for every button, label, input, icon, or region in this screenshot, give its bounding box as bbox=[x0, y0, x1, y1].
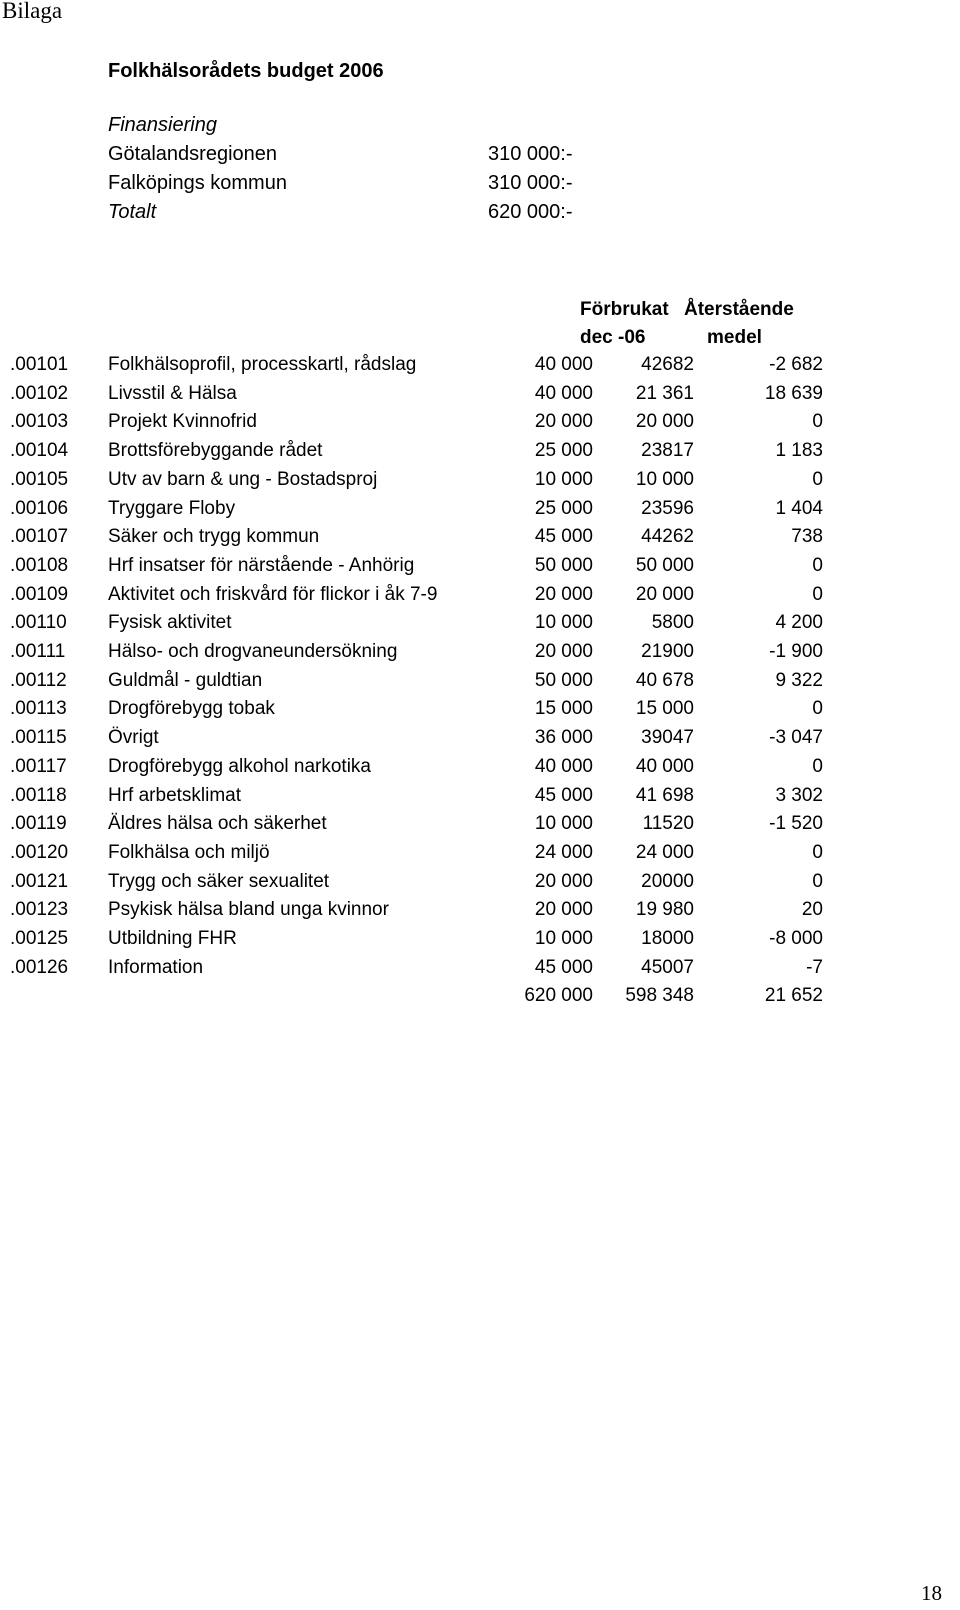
table-row bbox=[0, 383, 960, 412]
row-remaining: -1 520 bbox=[769, 813, 823, 835]
table-row bbox=[0, 698, 960, 727]
row-spent: 5800 bbox=[651, 612, 694, 634]
row-spent: 42682 bbox=[641, 354, 694, 375]
row-name: Projekt Kvinnofrid bbox=[108, 411, 257, 433]
row-name: Folkhälsa och miljö bbox=[108, 841, 270, 863]
row-remaining: 20 bbox=[801, 899, 823, 921]
row-budget: 45 000 bbox=[534, 784, 593, 806]
financing-source-label: Falköpings kommun bbox=[108, 172, 287, 194]
row-spent: 18000 bbox=[641, 928, 694, 949]
row-budget: 10 000 bbox=[534, 928, 593, 949]
page-header-label: Bilaga bbox=[2, 0, 63, 23]
row-name: Trygg och säker sexualitet bbox=[108, 870, 330, 892]
row-name: Tryggare Floby bbox=[108, 497, 236, 519]
row-code: .00118 bbox=[10, 784, 67, 806]
row-code: .00112 bbox=[10, 669, 67, 691]
row-remaining: -7 bbox=[806, 956, 823, 978]
row-spent: 10 000 bbox=[635, 468, 694, 490]
table-row bbox=[0, 440, 960, 469]
row-code: .00111 bbox=[10, 641, 66, 662]
table-row bbox=[0, 498, 960, 527]
row-remaining: 0 bbox=[812, 554, 823, 576]
row-remaining: 9 322 bbox=[775, 669, 823, 691]
row-spent: 24 000 bbox=[635, 841, 694, 863]
row-code: .00117 bbox=[10, 755, 67, 777]
row-name: Guldmål - guldtian bbox=[108, 669, 263, 691]
row-budget: 20 000 bbox=[534, 641, 593, 662]
row-remaining: -1 900 bbox=[769, 641, 823, 662]
table-row bbox=[0, 813, 960, 842]
financing-source-amount: 310 000:- bbox=[488, 172, 573, 194]
row-name: Fysisk aktivitet bbox=[108, 612, 232, 634]
row-remaining: 0 bbox=[812, 755, 823, 777]
total-budget: 620 000 bbox=[524, 985, 593, 1006]
row-name: Drogförebygg tobak bbox=[108, 698, 275, 720]
table-row bbox=[0, 785, 960, 814]
row-code: .00102 bbox=[10, 382, 69, 404]
row-budget: 20 000 bbox=[534, 899, 593, 921]
row-code: .00119 bbox=[10, 813, 67, 835]
table-row bbox=[0, 871, 960, 900]
row-spent: 20000 bbox=[641, 870, 694, 892]
row-remaining: 0 bbox=[812, 841, 823, 863]
column-header-remaining-line2: medel bbox=[707, 327, 762, 348]
row-code: .00115 bbox=[10, 727, 67, 749]
row-code: .00106 bbox=[10, 497, 69, 519]
row-name: Information bbox=[108, 956, 204, 978]
row-name: Folkhälsoprofil, processkartl, rådslag bbox=[108, 354, 417, 375]
row-remaining: 0 bbox=[812, 411, 823, 433]
row-name: Äldres hälsa och säkerhet bbox=[108, 813, 327, 835]
row-code: .00101 bbox=[10, 354, 69, 375]
total-remaining: 21 652 bbox=[764, 985, 823, 1006]
row-remaining: -2 682 bbox=[769, 354, 823, 375]
row-name: Hrf arbetsklimat bbox=[108, 784, 242, 806]
row-budget: 20 000 bbox=[534, 411, 593, 433]
row-budget: 36 000 bbox=[534, 727, 593, 749]
row-remaining: -8 000 bbox=[769, 928, 823, 949]
table-row bbox=[0, 612, 960, 641]
table-row bbox=[0, 756, 960, 785]
row-spent: 19 980 bbox=[635, 899, 694, 921]
row-code: .00123 bbox=[10, 899, 69, 921]
row-code: .00110 bbox=[10, 612, 67, 634]
table-row bbox=[0, 584, 960, 613]
row-code: .00107 bbox=[10, 526, 69, 548]
row-remaining: 738 bbox=[791, 526, 823, 548]
row-budget: 40 000 bbox=[534, 755, 593, 777]
financing-total-amount: 620 000:- bbox=[488, 201, 573, 223]
row-budget: 50 000 bbox=[534, 554, 593, 576]
financing-total-label: Totalt bbox=[108, 201, 157, 223]
row-code: .00125 bbox=[10, 928, 69, 949]
row-spent: 15 000 bbox=[635, 698, 694, 720]
row-code: .00104 bbox=[10, 440, 69, 462]
row-name: Utv av barn & ung - Bostadsproj bbox=[108, 468, 378, 490]
row-budget: 10 000 bbox=[534, 468, 593, 490]
row-budget: 15 000 bbox=[534, 698, 593, 720]
row-spent: 20 000 bbox=[635, 583, 694, 605]
row-remaining: 1 183 bbox=[775, 440, 823, 462]
row-spent: 39047 bbox=[641, 727, 694, 749]
row-spent: 21 361 bbox=[635, 382, 694, 404]
row-code: .00113 bbox=[10, 698, 67, 720]
row-budget: 40 000 bbox=[534, 354, 593, 375]
document-title: Folkhälsorådets budget 2006 bbox=[108, 60, 384, 82]
row-name: Drogförebygg alkohol narkotika bbox=[108, 755, 371, 777]
table-row bbox=[0, 670, 960, 699]
page-number: 18 bbox=[921, 1581, 942, 1605]
row-budget: 25 000 bbox=[534, 440, 593, 462]
table-row bbox=[0, 526, 960, 555]
row-remaining: 18 639 bbox=[764, 382, 823, 404]
row-name: Livsstil & Hälsa bbox=[108, 382, 237, 404]
row-spent: 23596 bbox=[641, 497, 694, 519]
row-code: .00126 bbox=[10, 956, 69, 978]
row-remaining: 0 bbox=[812, 468, 823, 490]
row-name: Hälso- och drogvaneundersökning bbox=[108, 641, 398, 662]
row-spent: 41 698 bbox=[635, 784, 694, 806]
row-budget: 25 000 bbox=[534, 497, 593, 519]
row-spent: 20 000 bbox=[635, 411, 694, 433]
row-spent: 45007 bbox=[641, 956, 694, 978]
row-name: Aktivitet och friskvård för flickor i åk 7-9 bbox=[108, 583, 438, 605]
row-remaining: 0 bbox=[812, 870, 823, 892]
row-code: .00120 bbox=[10, 841, 69, 863]
table-row bbox=[0, 411, 960, 440]
row-code: .00108 bbox=[10, 554, 69, 576]
table-row bbox=[0, 469, 960, 498]
row-remaining: 0 bbox=[812, 698, 823, 720]
row-name: Psykisk hälsa bland unga kvinnor bbox=[108, 899, 389, 921]
row-budget: 20 000 bbox=[534, 870, 593, 892]
row-budget: 10 000 bbox=[534, 813, 593, 835]
column-header-spent-line2: dec -06 bbox=[580, 327, 646, 348]
row-spent: 40 000 bbox=[635, 755, 694, 777]
row-spent: 21900 bbox=[641, 641, 694, 662]
row-name: Utbildning FHR bbox=[108, 928, 237, 949]
row-budget: 45 000 bbox=[534, 956, 593, 978]
row-budget: 40 000 bbox=[534, 382, 593, 404]
table-row bbox=[0, 555, 960, 584]
table-row bbox=[0, 842, 960, 871]
column-header-spent-line1: Förbrukat bbox=[580, 299, 669, 320]
row-budget: 50 000 bbox=[534, 669, 593, 691]
row-remaining: 0 bbox=[812, 583, 823, 605]
financing-source-label: Götalandsregionen bbox=[108, 143, 278, 165]
row-remaining: 3 302 bbox=[775, 784, 823, 806]
row-name: Övrigt bbox=[108, 727, 159, 749]
row-code: .00109 bbox=[10, 583, 69, 605]
row-budget: 45 000 bbox=[534, 526, 593, 548]
table-row bbox=[0, 727, 960, 756]
financing-source-amount: 310 000:- bbox=[488, 143, 573, 165]
table-row bbox=[0, 957, 960, 986]
row-budget: 24 000 bbox=[534, 841, 593, 863]
row-name: Brottsförebyggande rådet bbox=[108, 440, 323, 462]
column-header-remaining-line1: Återstående bbox=[684, 299, 794, 320]
table-row bbox=[0, 354, 960, 383]
table-row bbox=[0, 928, 960, 957]
row-budget: 20 000 bbox=[534, 583, 593, 605]
table-row bbox=[0, 641, 960, 670]
row-budget: 10 000 bbox=[534, 612, 593, 634]
row-spent: 40 678 bbox=[635, 669, 694, 691]
row-remaining: 4 200 bbox=[775, 612, 823, 634]
row-spent: 50 000 bbox=[635, 554, 694, 576]
row-code: .00121 bbox=[10, 870, 69, 892]
row-name: Hrf insatser för närstående - Anhörig bbox=[108, 554, 415, 576]
total-spent: 598 348 bbox=[625, 985, 694, 1006]
financing-heading: Finansiering bbox=[108, 114, 217, 136]
row-remaining: -3 047 bbox=[769, 727, 823, 749]
row-spent: 11520 bbox=[642, 813, 694, 835]
row-code: .00105 bbox=[10, 468, 69, 490]
row-code: .00103 bbox=[10, 411, 69, 433]
table-row bbox=[0, 899, 960, 928]
row-name: Säker och trygg kommun bbox=[108, 526, 320, 548]
totals-row bbox=[0, 985, 960, 1014]
row-spent: 44262 bbox=[641, 526, 694, 548]
row-remaining: 1 404 bbox=[775, 497, 823, 519]
row-spent: 23817 bbox=[641, 440, 694, 462]
